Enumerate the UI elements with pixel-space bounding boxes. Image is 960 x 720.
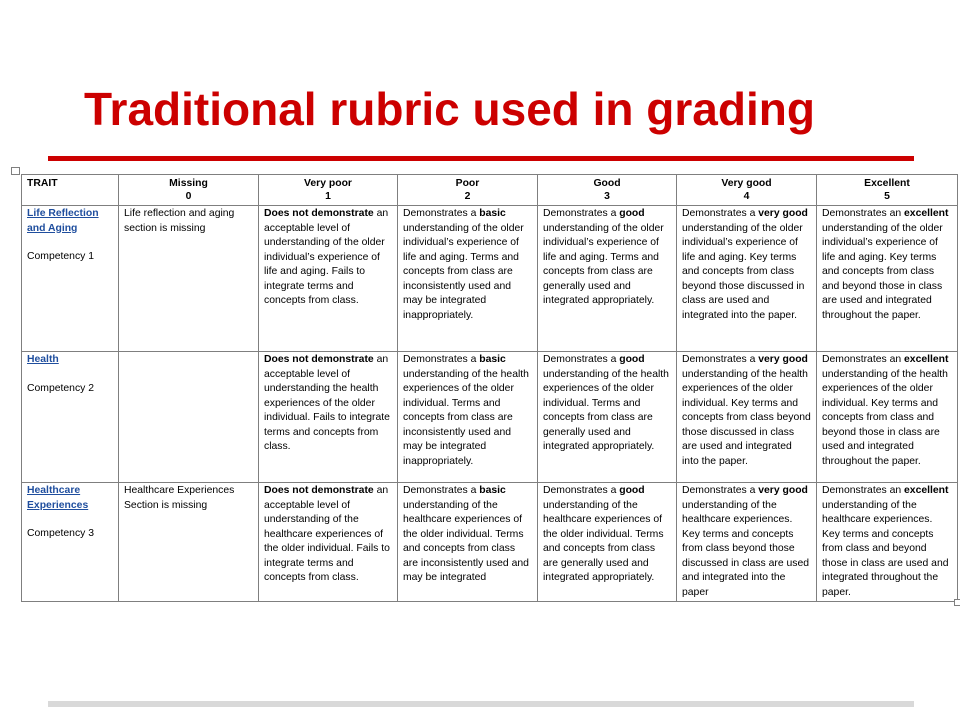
cell-text: understanding of the older individual’s experience of life and aging. Key terms and concepts from class and beyond those in class are used and integrated throughout the paper. [822, 222, 943, 321]
cell-text: Demonstrates a [682, 485, 759, 496]
rubric-row-healthcare-experiences [22, 483, 958, 602]
cell-text: Life reflection and aging section is missing [124, 208, 235, 234]
cell-text: Demonstrates an [822, 485, 905, 496]
cell-text: Demonstrates a [403, 208, 480, 219]
cell-text: Demonstrates a [543, 485, 620, 496]
cell-emphasis: good [619, 354, 645, 365]
criteria-cell-very-poor [259, 206, 398, 352]
level-score: 1 [325, 191, 331, 202]
criteria-cell-excellent [817, 483, 958, 602]
cell-text: understanding of the healthcare experiences. Key terms and concepts from class beyond those discussed in class are used and integrated into the paper [682, 499, 810, 598]
cell-emphasis: Does not demonstrate [264, 208, 374, 219]
cell-emphasis: good [619, 485, 645, 496]
cell-emphasis: excellent [904, 208, 949, 219]
trait-link-life-reflection[interactable]: Life Reflection and Aging [27, 208, 99, 234]
cell-emphasis: basic [479, 354, 506, 365]
criteria-cell-very-good [677, 352, 817, 483]
cell-text: understanding of the healthcare experiences. Key terms and concepts from class and beyond those in class are used and integrated throughout the paper. [822, 499, 949, 598]
competency-label: Competency 2 [27, 382, 94, 394]
level-score: 4 [743, 191, 750, 202]
level-label: Missing [169, 178, 208, 189]
level-header-very-good [677, 175, 817, 206]
level-label: Good [593, 178, 621, 189]
cell-text: Demonstrates an [822, 208, 905, 219]
cell-text: understanding of the health experiences of the older individual. Terms and concepts from class are generally used and integrated appropriately. [543, 368, 669, 452]
trait-cell [22, 206, 119, 352]
trait-link-health[interactable]: Health [27, 354, 59, 365]
cell-text: an acceptable level of understanding of the older individual’s experience of life and aging. Fails to integrate terms and concepts from class. [264, 208, 389, 306]
rubric-table [21, 174, 958, 602]
cell-emphasis: Does not demonstrate [264, 354, 374, 365]
criteria-cell-poor [398, 352, 538, 483]
cell-emphasis: excellent [904, 354, 949, 365]
cell-text: an acceptable level of understanding of the healthcare experiences of the older individual. Fails to integrate terms and concepts from class. [264, 485, 390, 583]
table-resize-handle-icon[interactable] [954, 599, 960, 606]
competency-label: Competency 1 [27, 251, 94, 262]
cell-text: Demonstrates a [682, 208, 759, 219]
cell-emphasis: Does not demonstrate [264, 485, 374, 496]
cell-text: understanding of the older individual’s experience of life and aging. Key terms and concepts from class beyond those discussed in class are used and integrated into the paper. [682, 222, 805, 321]
cell-text: Healthcare Experiences Section is missing [124, 485, 235, 511]
criteria-cell-good [538, 206, 677, 352]
cell-emphasis: very good [758, 354, 808, 365]
level-score: 5 [884, 191, 890, 202]
cell-text: Demonstrates a [403, 354, 480, 365]
cell-emphasis: basic [479, 208, 506, 219]
cell-text: an acceptable level of understanding the health experiences of the older individual. Fails to integrate terms and concepts from class. [264, 354, 390, 452]
level-score: 0 [185, 191, 192, 202]
level-header-missing [119, 175, 259, 206]
criteria-cell-missing [119, 483, 259, 602]
level-label: Excellent [864, 178, 910, 189]
cell-text: Demonstrates a [543, 354, 620, 365]
slide-title: Traditional rubric used in grading [84, 83, 815, 135]
trait-cell [22, 483, 119, 602]
criteria-cell-excellent [817, 206, 958, 352]
footer-bar [48, 701, 914, 707]
cell-text: understanding of the healthcare experiences of the older individual. Terms and concepts from class are generally used and integrated appropriately. [543, 499, 664, 583]
level-header-poor [398, 175, 538, 206]
level-label: Very good [721, 178, 772, 189]
criteria-cell-good [538, 352, 677, 483]
trait-cell [22, 352, 119, 483]
level-header-good [538, 175, 677, 206]
rubric-row-health [22, 352, 958, 483]
criteria-cell-poor [398, 206, 538, 352]
cell-emphasis: very good [758, 485, 808, 496]
criteria-cell-excellent [817, 352, 958, 483]
level-header-very-poor [259, 175, 398, 206]
table-move-handle-icon[interactable] [11, 167, 20, 175]
level-label: Poor [455, 178, 480, 189]
cell-emphasis: very good [758, 208, 808, 219]
title-underline [48, 156, 914, 161]
trait-link-healthcare-experiences[interactable]: Healthcare Experiences [27, 485, 89, 511]
criteria-cell-missing [119, 352, 259, 483]
rubric-row-life-reflection [22, 206, 958, 352]
criteria-cell-very-poor [259, 352, 398, 483]
cell-text: understanding of the healthcare experiences of the older individual. Terms and concepts from class are inconsistently used and may be integrated [403, 499, 529, 583]
criteria-cell-very-good [677, 206, 817, 352]
criteria-cell-very-poor [259, 483, 398, 602]
cell-text: understanding of the health experiences of the older individual. Key terms and concepts from class and beyond those in class are used and integrated throughout the paper. [822, 368, 948, 467]
level-label: Very poor [304, 178, 352, 189]
cell-text: understanding of the older individual’s experience of life and aging. Terms and concepts from class are inconsistently used and may be integrated inappropriately. [403, 222, 524, 321]
criteria-cell-good [538, 483, 677, 602]
level-score: 3 [604, 191, 610, 202]
criteria-cell-poor [398, 483, 538, 602]
cell-text: understanding of the older individual’s experience of life and aging. Terms and concepts from class are generally used and integrated appropriately. [543, 222, 664, 306]
cell-text: understanding of the health experiences of the older individual. Terms and concepts from class are inconsistently used and may be integrated inappropriately. [403, 368, 529, 467]
cell-emphasis: excellent [904, 485, 949, 496]
criteria-cell-missing [119, 206, 259, 352]
cell-text: Demonstrates a [682, 354, 759, 365]
rubric-header-row [22, 175, 958, 206]
criteria-cell-very-good [677, 483, 817, 602]
cell-text: Demonstrates an [822, 354, 905, 365]
competency-label: Competency 3 [27, 528, 94, 539]
level-header-excellent [817, 175, 958, 206]
cell-emphasis: good [619, 208, 645, 219]
cell-text: Demonstrates a [403, 485, 480, 496]
trait-column-header: TRAIT [22, 175, 119, 206]
cell-text: Demonstrates a [543, 208, 620, 219]
level-score: 2 [464, 191, 471, 202]
cell-text: understanding of the health experiences of the older individual. Key terms and concepts from class beyond those discussed in class are used and integrated into the paper. [682, 368, 811, 467]
cell-emphasis: basic [479, 485, 506, 496]
